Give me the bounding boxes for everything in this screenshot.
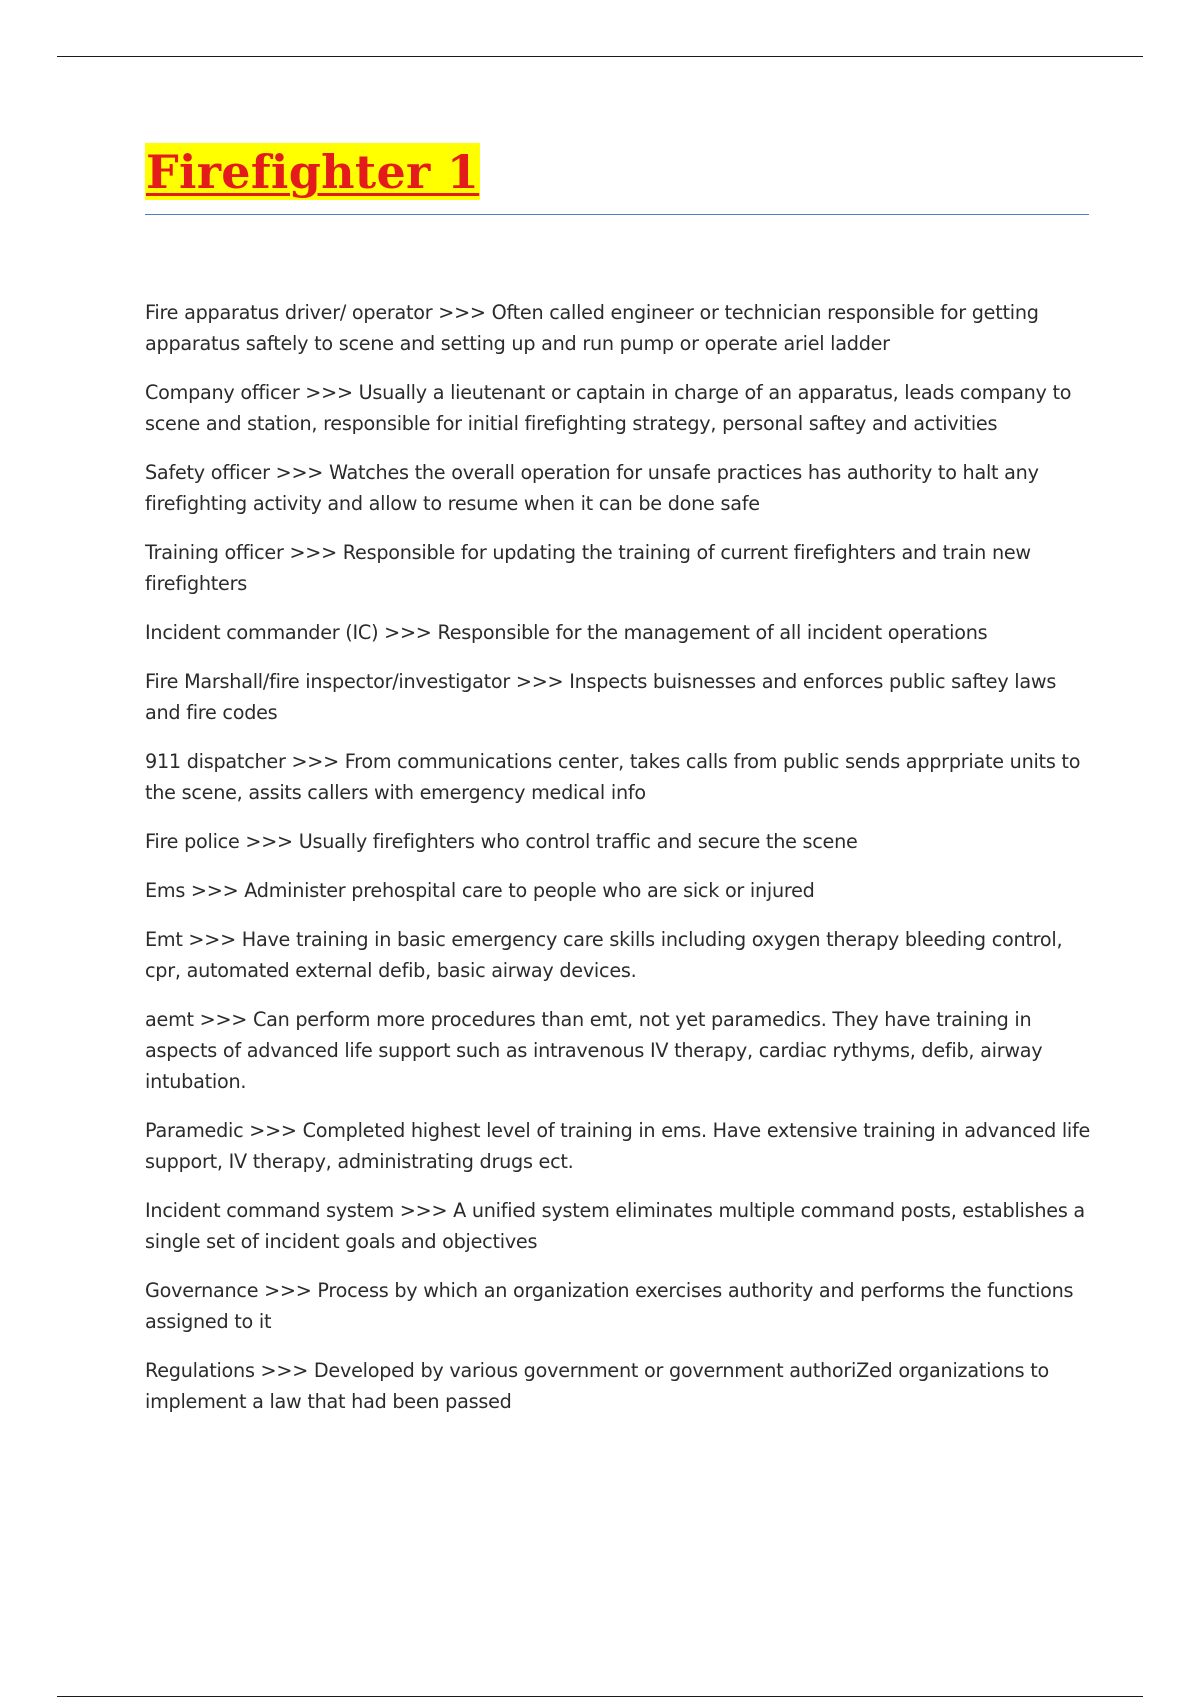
term-definition-list — [145, 297, 1091, 1435]
title-block — [145, 143, 480, 205]
list-item: Safety officer >>> Watches the overall operation for unsafe practices has authority to halt any firefighting activity and allow to resume when it can be done safe — [145, 461, 1039, 515]
list-item: Ems >>> Administer prehospital care to people who are sick or injured — [145, 879, 815, 902]
list-item: Company officer >>> Usually a lieutenant or captain in charge of an apparatus, leads company to scene and station, responsible for initial firefighting strategy, personal saftey and activities — [145, 381, 1072, 435]
list-item: Training officer >>> Responsible for updating the training of current firefighters and train new firefighters — [145, 541, 1031, 595]
list-item: Fire Marshall/fire inspector/investigator >>> Inspects buisnesses and enforces public saftey laws and fire codes — [145, 670, 1057, 724]
list-item: Regulations >>> Developed by various government or government authoriZed organizations to implement a law that had been passed — [145, 1359, 1049, 1413]
page-top-rule — [57, 56, 1143, 57]
list-item: Incident command system >>> A unified system eliminates multiple command posts, establishes a single set of incident goals and objectives — [145, 1199, 1085, 1253]
list-item: Governance >>> Process by which an organization exercises authority and performs the functions assigned to it — [145, 1279, 1074, 1333]
document-title: Firefighter 1 — [146, 145, 480, 199]
list-item: Paramedic >>> Completed highest level of training in ems. Have extensive training in advanced life support, IV therapy, administrating drugs ect. — [145, 1119, 1091, 1173]
list-item: Emt >>> Have training in basic emergency care skills including oxygen therapy bleeding control, cpr, automated external defib, basic airway devices. — [145, 928, 1063, 982]
list-item: Fire apparatus driver/ operator >>> Often called engineer or technician responsible for getting apparatus saftely to scene and setting up and run pump or operate ariel ladder — [145, 301, 1039, 355]
list-item: aemt >>> Can perform more procedures than emt, not yet paramedics. They have training in aspects of advanced life support such as intravenous IV therapy, cardiac rythyms, defib, airway intubation. — [145, 1008, 1043, 1093]
list-item: Incident commander (IC) >>> Responsible for the management of all incident operations — [145, 621, 988, 644]
list-item: 911 dispatcher >>> From communications center, takes calls from public sends apprpriate units to the scene, assits callers with emergency medical info — [145, 750, 1081, 804]
title-underline-rule — [145, 214, 1089, 215]
list-item: Fire police >>> Usually firefighters who control traffic and secure the scene — [145, 830, 858, 853]
page-bottom-rule — [57, 1696, 1143, 1697]
